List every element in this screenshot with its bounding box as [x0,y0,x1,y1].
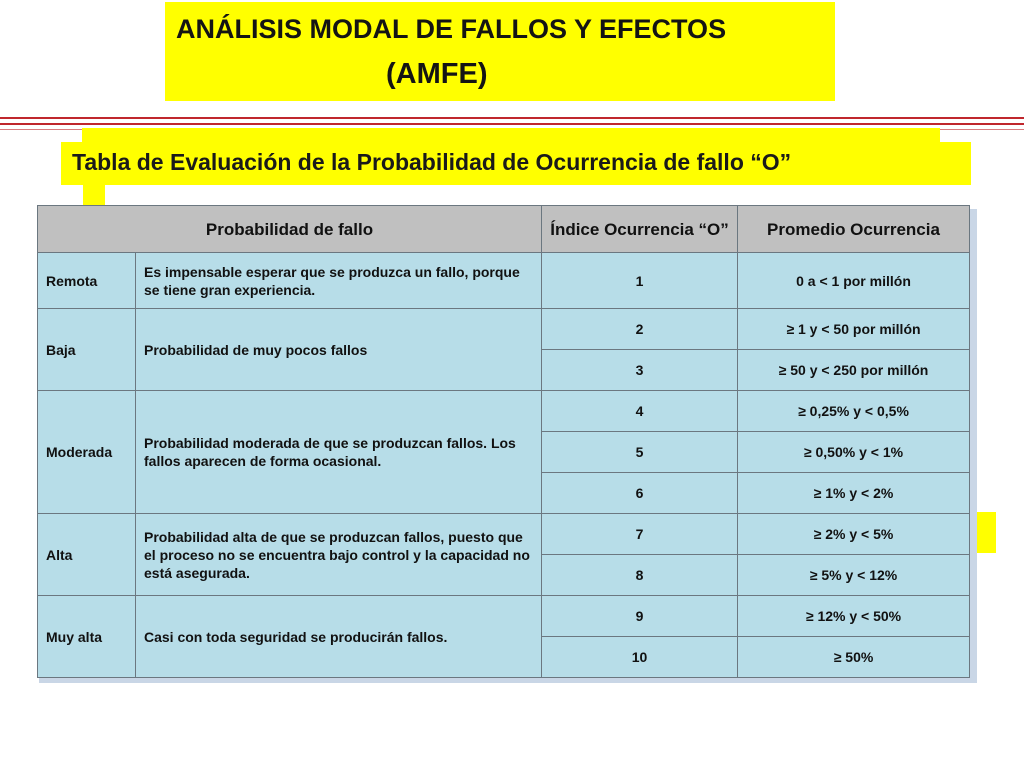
divider-line [0,117,1024,119]
index-cell: 7 [542,514,738,555]
average-cell: ≥ 5% y < 12% [738,555,970,596]
index-cell: 9 [542,596,738,637]
header-average: Promedio Ocurrencia [738,206,970,253]
side-tab-decoration [975,512,996,553]
level-cell: Remota [38,253,136,309]
average-cell: ≥ 1% y < 2% [738,473,970,514]
index-cell: 1 [542,253,738,309]
table-row [38,309,970,350]
header-probability: Probabilidad de fallo [38,206,542,253]
average-cell: ≥ 0,25% y < 0,5% [738,391,970,432]
table-row [38,253,970,309]
level-cell: Baja [38,309,136,391]
average-cell: ≥ 2% y < 5% [738,514,970,555]
index-cell: 6 [542,473,738,514]
title-line-1: ANÁLISIS MODAL DE FALLOS Y EFECTOS [176,14,727,44]
average-cell: ≥ 1 y < 50 por millón [738,309,970,350]
divider-line [0,123,1024,125]
level-cell: Moderada [38,391,136,514]
header-index: Índice Ocurrencia “O” [542,206,738,253]
title-line-2: (AMFE) [386,58,488,90]
description-cell: Probabilidad alta de que se produzcan fallos, puesto que el proceso no se encuentra bajo control y la capacidad no está asegurada. [136,514,542,596]
average-cell: ≥ 12% y < 50% [738,596,970,637]
description-cell: Probabilidad de muy pocos fallos [136,309,542,391]
average-cell: ≥ 50% [738,637,970,678]
description-cell: Casi con toda seguridad se producirán fallos. [136,596,542,678]
table-subtitle: Tabla de Evaluación de la Probabilidad de Ocurrencia de fallo “O” [72,149,792,175]
average-cell: ≥ 50 y < 250 por millón [738,350,970,391]
index-cell: 3 [542,350,738,391]
average-cell: 0 a < 1 por millón [738,253,970,309]
header-row [38,206,970,253]
index-cell: 4 [542,391,738,432]
occurrence-table [37,205,970,678]
index-cell: 5 [542,432,738,473]
description-cell: Probabilidad moderada de que se produzcan fallos. Los fallos aparecen de forma ocasional. [136,391,542,514]
index-cell: 10 [542,637,738,678]
table-row [38,514,970,555]
level-cell: Muy alta [38,596,136,678]
subtitle-tab-decoration [83,185,105,207]
index-cell: 8 [542,555,738,596]
average-cell: ≥ 0,50% y < 1% [738,432,970,473]
table-row [38,596,970,637]
description-cell: Es impensable esperar que se produzca un fallo, porque se tiene gran experiencia. [136,253,542,309]
table-row [38,391,970,432]
level-cell: Alta [38,514,136,596]
index-cell: 2 [542,309,738,350]
